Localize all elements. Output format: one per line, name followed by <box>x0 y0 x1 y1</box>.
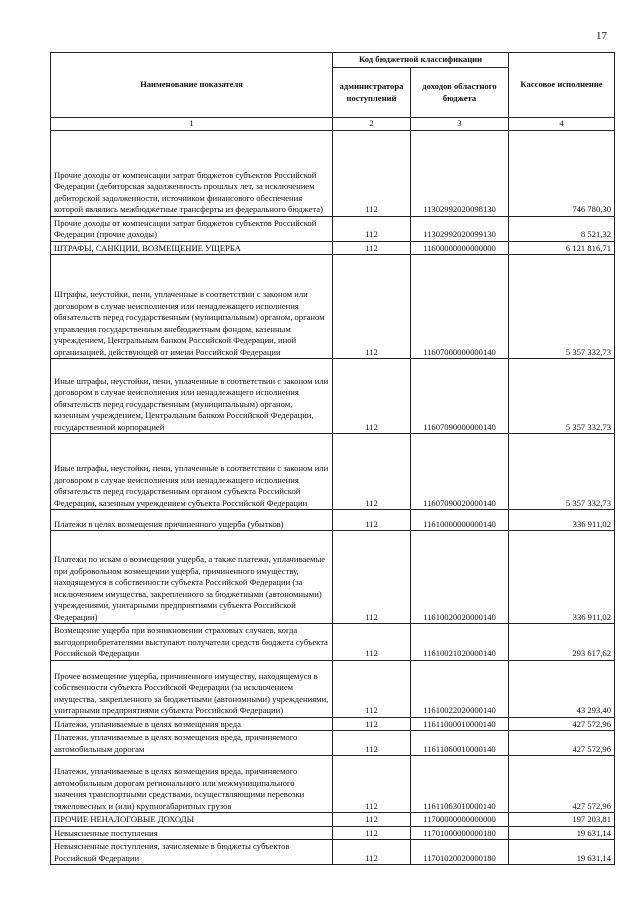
row-name: Платежи, уплачиваемые в целях возмещения вреда, причиняемого автомобильным дорогам <box>51 731 333 756</box>
row-admin-code: 112 <box>333 241 411 255</box>
column-number: 2 <box>333 118 411 131</box>
row-budget-code: 11611063010000140 <box>411 756 509 813</box>
row-admin-code: 112 <box>333 434 411 510</box>
row-budget-code: 11607090020000140 <box>411 434 509 510</box>
row-amount: 746 780,30 <box>509 130 615 216</box>
table-row <box>51 731 615 756</box>
row-admin-code: 112 <box>333 510 411 531</box>
row-amount: 19 631,14 <box>509 826 615 840</box>
header-indicator-name: Наименование показателя <box>51 53 333 118</box>
row-amount: 8 521,32 <box>509 216 615 241</box>
row-budget-code: 11701020020000180 <box>411 840 509 865</box>
row-name: ПРОЧИЕ НЕНАЛОГОВЫЕ ДОХОДЫ <box>51 813 333 827</box>
row-amount: 293 617,62 <box>509 624 615 661</box>
row-admin-code: 112 <box>333 826 411 840</box>
row-budget-code: 11607000000000140 <box>411 255 509 359</box>
row-amount: 43 293,40 <box>509 660 615 717</box>
row-name: Невыясненные поступления <box>51 826 333 840</box>
row-name: Прочие доходы от компенсации затрат бюджетов субъектов Российской Федерации (дебиторская задолженность прошлых лет, за исключением дебиторской задолженности, источником финансового обеспечения которой являлись межбюджетные трансферты из федерального бюджета) <box>51 130 333 216</box>
table-row <box>51 826 615 840</box>
row-budget-code: 11701000000000180 <box>411 826 509 840</box>
row-budget-code: 11700000000000000 <box>411 813 509 827</box>
table-row <box>51 216 615 241</box>
table-row <box>51 359 615 434</box>
row-budget-code: 11611000010000140 <box>411 717 509 731</box>
row-name: Возмещение ущерба при возникновении страховых случаев, когда выгодоприобретателями выступают получатели средств бюджета субъекта Российской Федерации <box>51 624 333 661</box>
row-name: Иные штрафы, неустойки, пени, уплаченные в соответствии с законом или договором в случае неисполнения или ненадлежащего исполнения обязательств перед государственным органом субъекта Российской Федерации, казенным учреждением субъекта Российской Федерации <box>51 434 333 510</box>
table-row <box>51 510 615 531</box>
column-number: 4 <box>509 118 615 131</box>
row-amount: 6 121 816,71 <box>509 241 615 255</box>
table-row <box>51 241 615 255</box>
row-admin-code: 112 <box>333 130 411 216</box>
row-amount: 197 203,81 <box>509 813 615 827</box>
table-row <box>51 130 615 216</box>
row-admin-code: 112 <box>333 717 411 731</box>
row-budget-code: 11610022020000140 <box>411 660 509 717</box>
table-row <box>51 660 615 717</box>
row-name: Штрафы, неустойки, пени, уплаченные в соответствии с законом или договором в случае неисполнения или ненадлежащего исполнения обязательств перед государственным (муниципальным) органом, органом управления государственным внебюджетным фондом, казенным учреждением, Центральным банком Российской Федерации, иной организацией, действующей от имени Российской Федерации <box>51 255 333 359</box>
row-amount: 336 911,02 <box>509 531 615 624</box>
row-name: Иные штрафы, неустойки, пени, уплаченные в соответствии с законом или договором в случае неисполнения или ненадлежащего исполнения обязательств перед государственным (муниципальным) органом, казенным учреждением, Центральным банком Российской Федерации, государственной корпорацией <box>51 359 333 434</box>
row-admin-code: 112 <box>333 660 411 717</box>
table-row <box>51 717 615 731</box>
header-cash-execution: Кассовое исполнение <box>509 53 615 118</box>
row-amount: 19 631,14 <box>509 840 615 865</box>
row-budget-code: 11302992020098130 <box>411 130 509 216</box>
header-administrator: администратора поступлений <box>333 68 411 118</box>
row-name: Невыясненные поступления, зачисляемые в бюджеты субъектов Российской Федерации <box>51 840 333 865</box>
row-admin-code: 112 <box>333 359 411 434</box>
row-name: Платежи, уплачиваемые в целях возмещения вреда <box>51 717 333 731</box>
row-budget-code: 11302992020099130 <box>411 216 509 241</box>
row-amount: 336 911,02 <box>509 510 615 531</box>
table-row <box>51 840 615 865</box>
row-budget-code: 11611060010000140 <box>411 731 509 756</box>
row-budget-code: 11607090000000140 <box>411 359 509 434</box>
page-number: 17 <box>596 30 607 42</box>
row-admin-code: 112 <box>333 255 411 359</box>
table-row <box>51 434 615 510</box>
row-amount: 427 572,96 <box>509 756 615 813</box>
row-admin-code: 112 <box>333 813 411 827</box>
budget-table <box>50 52 615 865</box>
row-budget-code: 11600000000000000 <box>411 241 509 255</box>
row-admin-code: 112 <box>333 216 411 241</box>
row-name: Прочие доходы от компенсации затрат бюджетов субъектов Российской Федерации (прочие доходы) <box>51 216 333 241</box>
header-classification-code: Код бюджетной классификации <box>333 53 509 68</box>
row-amount: 5 357 332,73 <box>509 359 615 434</box>
row-amount: 5 357 332,73 <box>509 434 615 510</box>
row-name: Платежи в целях возмещения причиненного ущерба (убытков) <box>51 510 333 531</box>
row-name: Прочее возмещение ущерба, причиненного имуществу, находящемуся в собственности субъекта Российской Федерации (за исключением имущества, закрепленного за бюджетными (автономными) учреждениями, унитарными предприятиями субъекта Российской Федерации) <box>51 660 333 717</box>
row-budget-code: 11610000000000140 <box>411 510 509 531</box>
row-admin-code: 112 <box>333 840 411 865</box>
row-amount: 427 572,96 <box>509 717 615 731</box>
row-amount: 5 357 332,73 <box>509 255 615 359</box>
row-amount: 427 572,96 <box>509 731 615 756</box>
row-name: Платежи, уплачиваемые в целях возмещения вреда, причиняемого автомобильным дорогам регионального или межмуниципального значения транспортными средствами, осуществляющими перевозки тяжеловесных и (или) крупногабаритных грузов <box>51 756 333 813</box>
row-budget-code: 11610021020000140 <box>411 624 509 661</box>
column-number: 1 <box>51 118 333 131</box>
row-admin-code: 112 <box>333 624 411 661</box>
table-row <box>51 624 615 661</box>
column-number: 3 <box>411 118 509 131</box>
table-row <box>51 531 615 624</box>
row-name: Платежи по искам о возмещении ущерба, а также платежи, уплачиваемые при добровольном возмещении ущерба, причиненного имуществу, находящемуся в собственности субъекта Российской Федерации (за исключением имущества, закрепленного за бюджетными (автономными) учреждениями, унитарными предприятиями субъекта Российской Федерации) <box>51 531 333 624</box>
table-row <box>51 756 615 813</box>
row-admin-code: 112 <box>333 756 411 813</box>
table-row <box>51 813 615 827</box>
row-admin-code: 112 <box>333 531 411 624</box>
row-admin-code: 112 <box>333 731 411 756</box>
row-name: ШТРАФЫ, САНКЦИИ, ВОЗМЕЩЕНИЕ УЩЕРБА <box>51 241 333 255</box>
header-income-code: доходов областного бюджета <box>411 68 509 118</box>
table-row <box>51 255 615 359</box>
row-budget-code: 11610020020000140 <box>411 531 509 624</box>
